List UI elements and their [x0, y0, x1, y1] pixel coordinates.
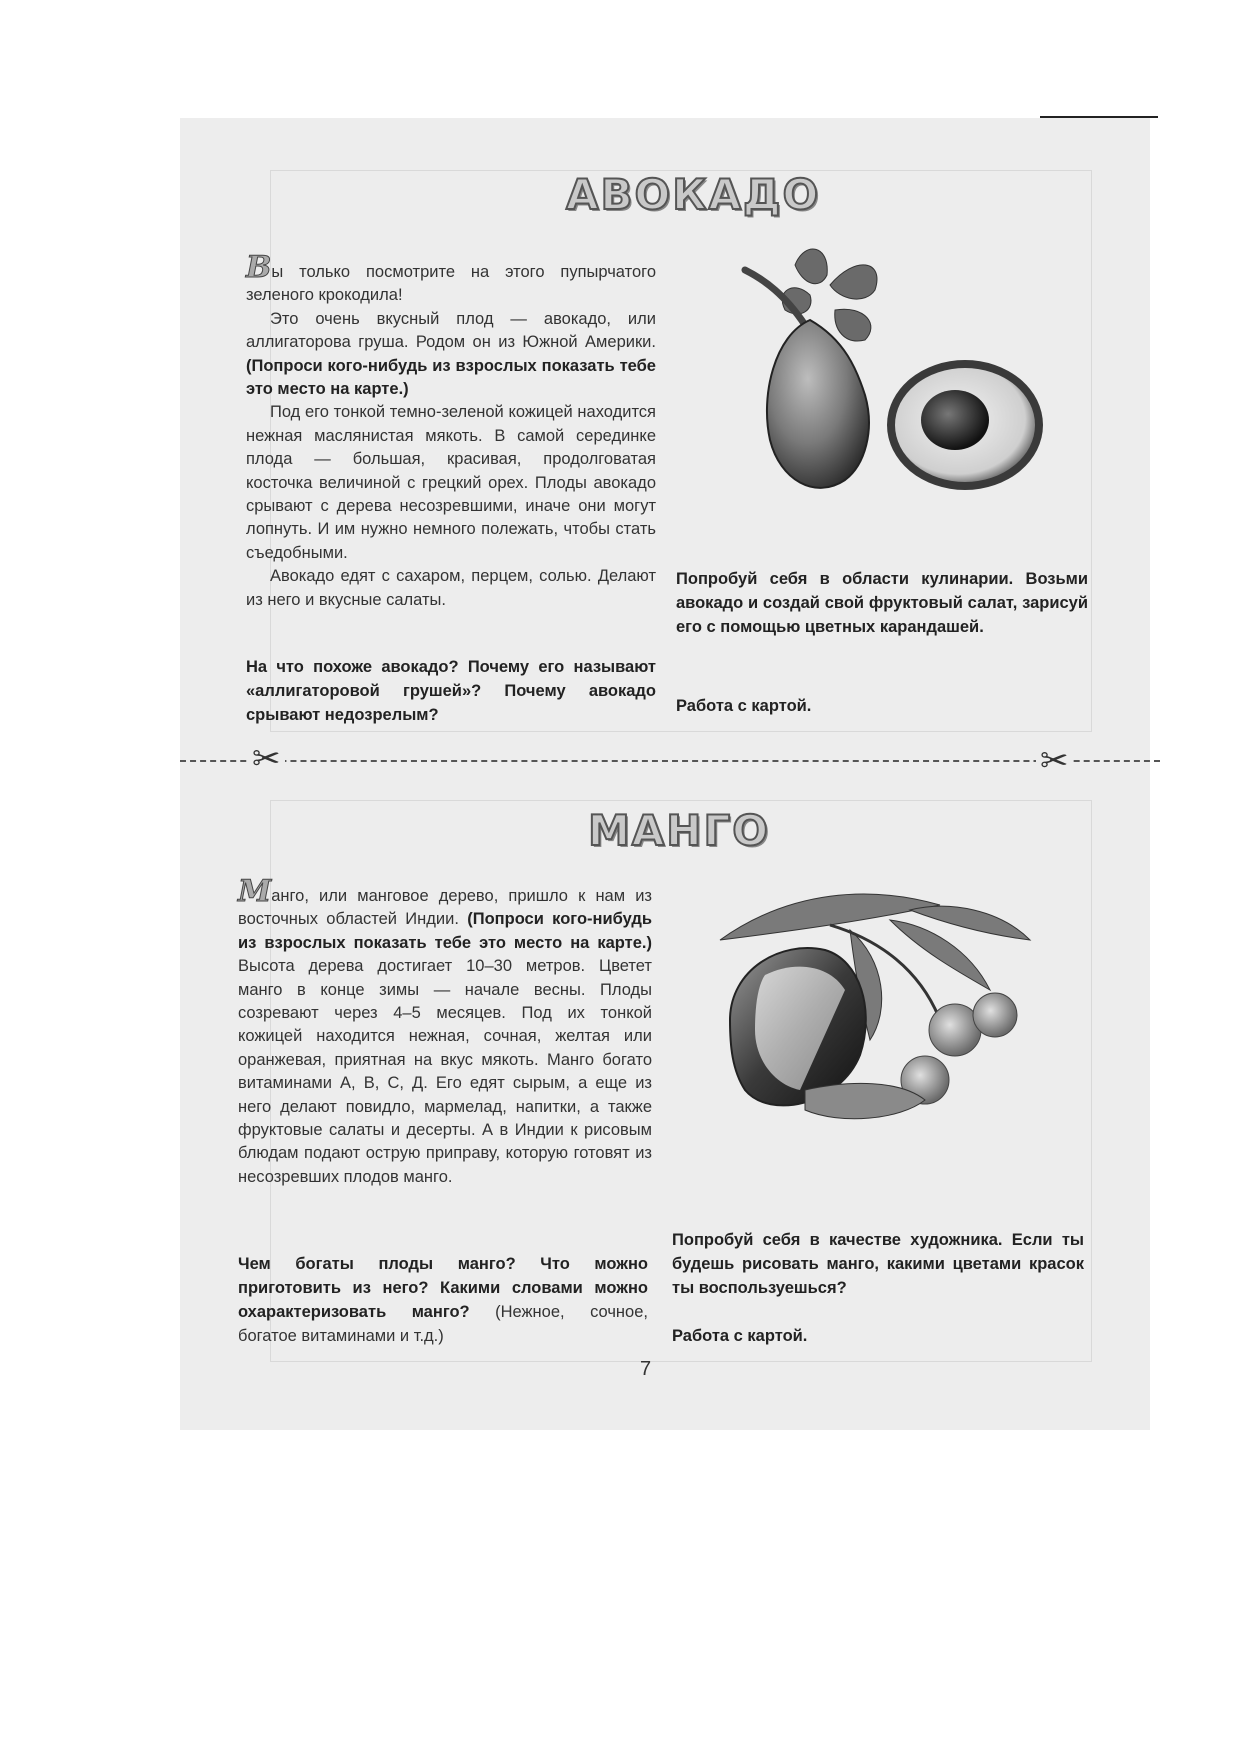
mango-paragraph-1: Манго, или манговое дерево, пришло к нам из восточных областей Индии. (Попроси кого-нибудь из взрослых показать тебе это место на карте.) Высота дерева достигает 10–30 метров. Цветет манго в конце зимы — начале весны. Плоды созревают через 4–5 месяцев. Под их тонкой кожицей находится нежная, сочная, желтая или оранжевая, приятная на вкус мякоть. Манго богато витаминами А, В, С, Д. Его едят сырым, а еще из него делают повидло, мармелад, напитки, а также фруктовые салаты и десерты. А в Индии к рисовым блюдам подают острую приправу, которую готовят из несозревших плодов манго. [238, 874, 652, 1186]
avocado-half [887, 360, 1043, 490]
page-number: 7 [640, 1358, 652, 1380]
scissors-icon: ✂ [248, 742, 285, 776]
top-edge-rule [1040, 116, 1158, 118]
mango-task: Попробуй себя в качестве художника. Если ты будешь рисовать манго, какими цветами красок ты воспользуешься? [672, 1231, 1084, 1297]
avocado-leaves [782, 249, 877, 341]
mango-small-fruits [901, 993, 1017, 1104]
avocado-title: АВОКАДО [566, 170, 821, 219]
avocado-intro: Вы только посмотрите на этого пупырчатого зеленого крокодила! [246, 250, 656, 305]
mango-cut-fruit [730, 948, 925, 1119]
avocado-paragraph-3: Под его тонкой темно-зеленой кожицей находится нежная маслянистая мякоть. В самой серединке плода — большая, красивая, продолговатая косточка величиной с грецкий орех. Плоды авокадо срывают с дерева несозревшими, иначе они могут лопнуть. И им нужно немного полежать, чтобы стать съедобными. [246, 403, 656, 562]
avocado-paragraph-4: Авокадо едят с сахаром, перцем, солью. Делают из него и вкусные салаты. [246, 567, 656, 609]
mango-title: МАНГО [588, 806, 770, 855]
avocado-map-work: Работа с картой. [676, 697, 812, 715]
avocado-task: Попробуй себя в области кулинарии. Возьми авокадо и создай свой фруктовый салат, зарисуй его с помощью цветных карандашей. [676, 570, 1088, 636]
mango-question: Чем богаты плоды манго? Что можно приготовить из него? Какими словами можно охарактеризовать манго? (Нежное, сочное, богатое витаминами и т.д.) [238, 1255, 648, 1345]
cut-line [180, 760, 1160, 762]
avocado-question: На что похоже авокадо? Почему его называют «аллигаторовой грушей»? Почему авокадо срывают недозрелым? [246, 658, 656, 724]
mango-body [238, 874, 652, 1189]
avocado-illustration [715, 235, 1055, 525]
avocado-body [246, 250, 656, 612]
avocado-dropcap: В [246, 250, 272, 285]
mango-dropcap: М [238, 874, 272, 909]
avocado-whole [767, 320, 869, 488]
mango-map-work: Работа с картой. [672, 1327, 808, 1345]
scissors-icon: ✂ [1036, 744, 1073, 778]
mango-illustration [710, 880, 1050, 1140]
avocado-paragraph-2: Это очень вкусный плод — авокадо, или аллигаторова груша. Родом он из Южной Америки. (Попроси кого-нибудь из взрослых показать тебе это место на карте.) [246, 309, 656, 399]
